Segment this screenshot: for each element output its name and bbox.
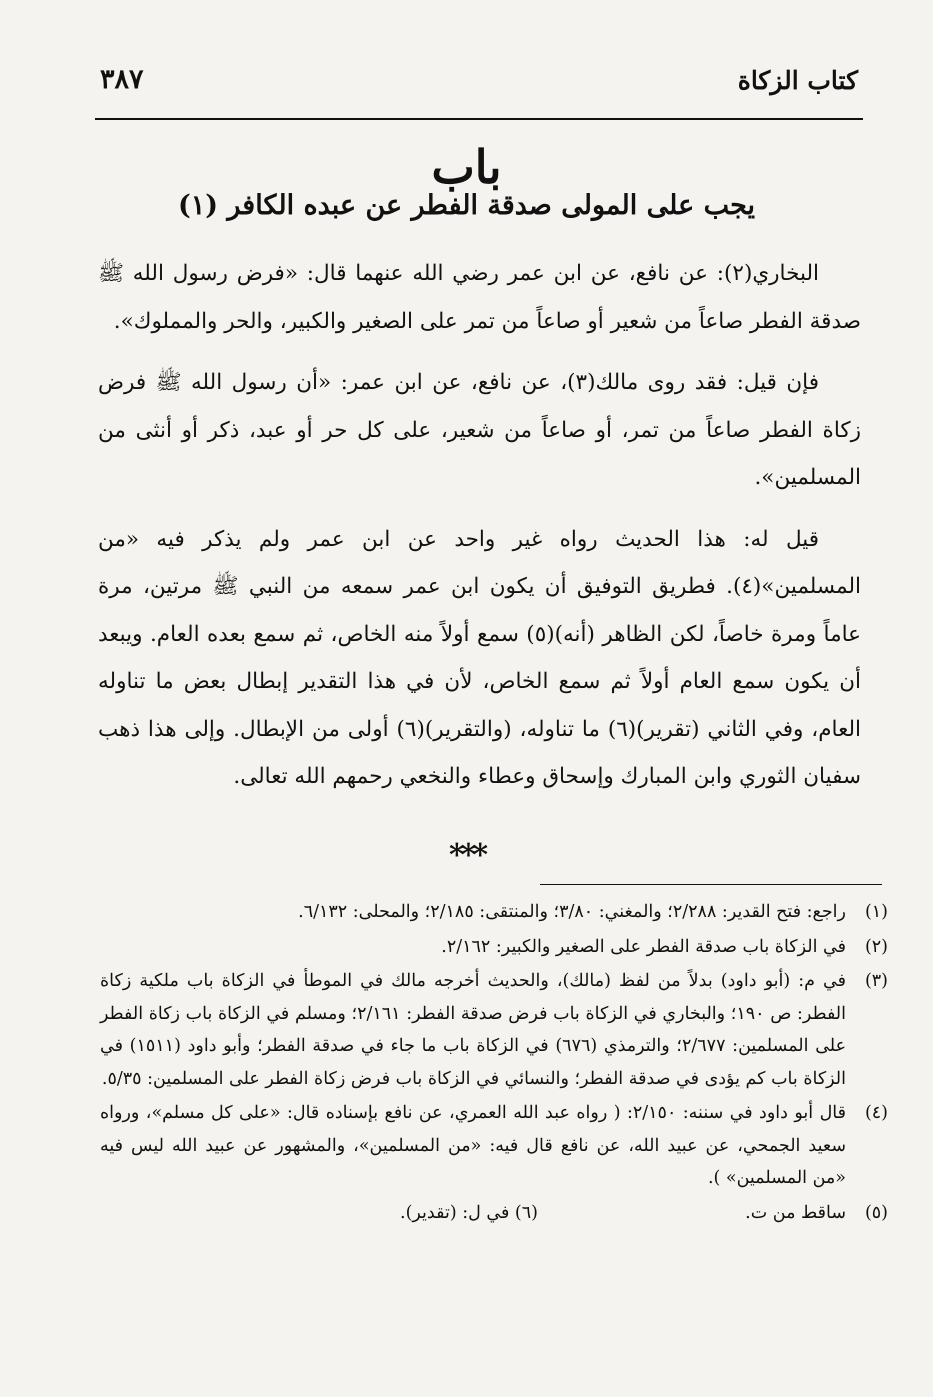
- footnote-inline: [400, 1197, 538, 1230]
- footnote: [100, 931, 888, 964]
- paragraph: قيل له: هذا الحديث رواه غير واحد عن ابن عمر ولم يذكر فيه «من المسلمين»(٤). فطريق التوفيق أن يكون ابن عمر سمعه من النبي ﷺ مرتين، مرة عاماً ومرة خاصاً، لكن الظاهر (أنه)(٥) سمع أولاً منه الخاص، ثم سمع بعده العام. ويبعد أن يكون سمع العام أولاً ثم سمع الخاص، لأن في هذا التقدير إبطال بعض ما تناوله العام، وفي الثاني (تقرير)(٦) ما تناوله، (والتقرير)(٦) أولى من الإبطال. وإلى هذا ذهب سفيان الثوري وابن المبارك وإسحاق وعطاء والنخعي رحمهم الله تعالى.: [98, 526, 861, 789]
- main-text: [98, 250, 861, 815]
- paragraph: فإن قيل: فقد روى مالك(٣)، عن نافع، عن ابن عمر: «أن رسول الله ﷺ فرض زكاة الفطر صاعاً من تمر، أو صاعاً من شعير، على كل حر أو عبد، ذكر أو أنثى من المسلمين».: [98, 370, 861, 490]
- footnote-number: (١): [864, 902, 888, 922]
- footnote-text: في ل: (تقدير).: [400, 1202, 510, 1223]
- footnote-text: راجع: فتح القدير: ٢/٢٨٨؛ والمغني: ٣/٨٠؛ والمنتقى: ٢/١٨٥؛ والمحلى: ٦/١٣٢.: [298, 902, 846, 922]
- paragraph: البخاري(٢): عن نافع، عن ابن عمر رضي الله عنهما قال: «فرض رسول الله ﷺ صدقة الفطر صاعاً من شعير أو صاعاً من تمر على الصغير والكبير، والحر والمملوك».: [98, 261, 861, 334]
- footnote: [100, 965, 888, 1095]
- running-title: كتاب الزكاة: [737, 66, 858, 95]
- footnote-text: قال أبو داود في سننه: ٢/١٥٠: ( رواه عبد الله العمري، عن نافع بإسناده قال: «على كل مسلم»، ورواه سعيد الجمحي، عن عبيد الله، عن نافع قال فيه: «من المسلمين»، والمشهور عن عبيد الله ليس فيه «من المسلمين» ).: [100, 1103, 846, 1188]
- footnote-text: في الزكاة باب صدقة الفطر على الصغير والكبير: ٢/١٦٢.: [441, 936, 846, 957]
- footnote-final-line: [100, 1197, 888, 1230]
- footnote-rule: [540, 884, 882, 885]
- footnote-number: (٣): [864, 971, 888, 991]
- footnote-number: (٦): [514, 1202, 538, 1223]
- footnote-text: ساقط من ت.: [745, 1202, 846, 1223]
- footnote-number: (٤): [864, 1103, 888, 1123]
- chapter-title: يجب على المولى صدقة الفطر عن عبده الكافر (١): [177, 190, 756, 221]
- footnote-number: (٢): [864, 936, 888, 957]
- footnote-text: في م: (أبو داود) بدلاً من لفظ (مالك)، والحديث أخرجه مالك في الموطأ في الزكاة باب ملكية زكاة الفطر: ص ١٩٠؛ والبخاري في الزكاة باب فرض صدقة الفطر: ٢/١٦١؛ ومسلم في الزكاة باب زكاة الفطر على المسلمين: ٢/٦٧٧؛ والترمذي (٦٧٦) في الزكاة باب ما جاء في صدقة الفطر؛ وأبو داود (١٥١١) في الزكاة باب كم يؤدى في صدقة الفطر؛ والنسائي في الزكاة باب فرض زكاة الفطر على المسلمين: ٥/٣٥.: [100, 971, 847, 1089]
- footnote: [100, 896, 888, 929]
- footnote: [100, 1097, 888, 1195]
- footnote-number: (٥): [864, 1202, 888, 1223]
- section-separator: ***: [448, 838, 485, 873]
- chapter-word: باب: [431, 140, 502, 194]
- page-header: [100, 66, 858, 106]
- footnotes: [100, 896, 888, 1229]
- page-number: ٣٨٧: [100, 64, 144, 95]
- header-rule: [95, 118, 863, 120]
